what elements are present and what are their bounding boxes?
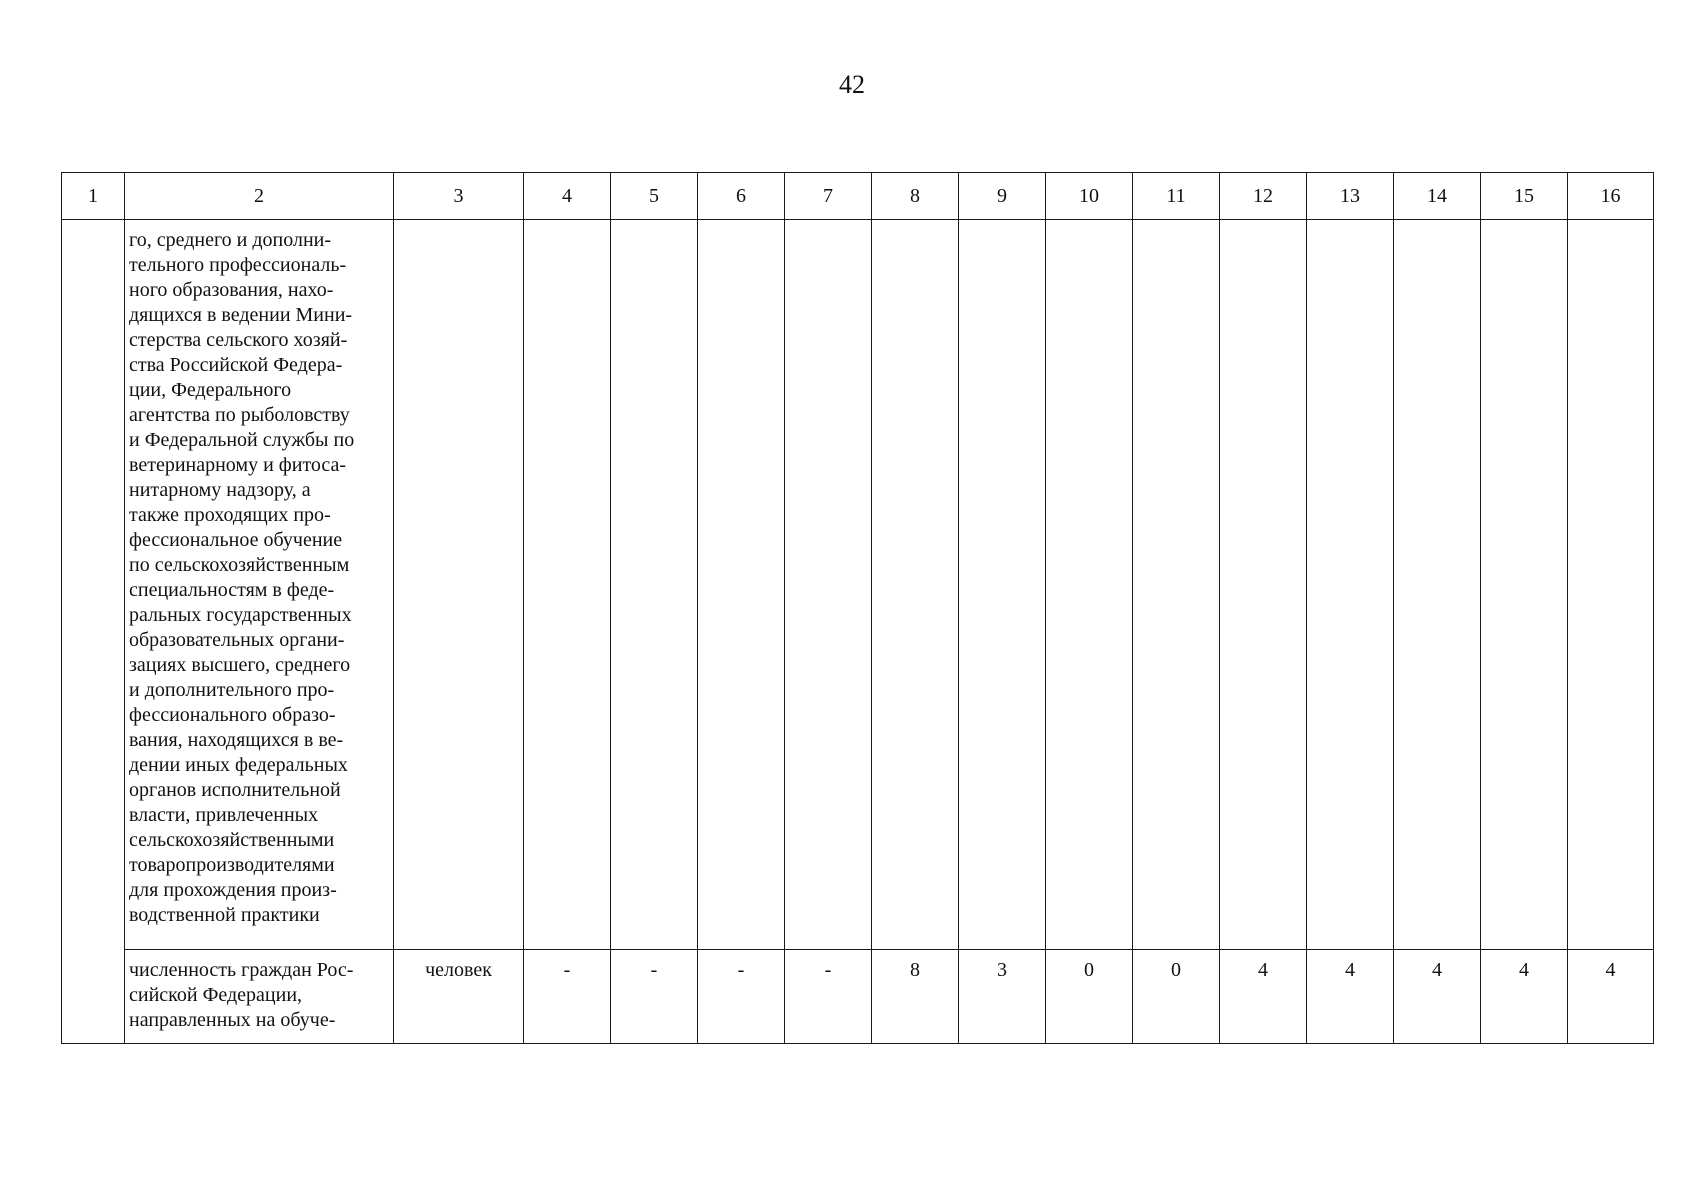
value-cell: [1481, 220, 1568, 950]
value-cell: [872, 220, 959, 950]
value-text: 4: [1605, 959, 1616, 981]
text-line: ральных государственных: [129, 604, 352, 626]
text-line: фессиональное обучение: [129, 529, 343, 551]
value-cell: [1133, 220, 1220, 950]
text-line: ного образования, нахо-: [129, 279, 334, 301]
value-cell: [785, 950, 872, 1044]
text-line: нитарному надзору, а: [129, 479, 311, 501]
table-row-continued-description: [62, 220, 1654, 950]
text-line: власти, привлеченных: [129, 804, 319, 826]
value-cell: [1568, 220, 1654, 950]
value-text: 3: [997, 959, 1007, 981]
value-text: -: [824, 959, 832, 981]
column-header: 3: [394, 173, 524, 220]
text-line: также проходящих про-: [129, 504, 331, 526]
table-row-citizens-count: [62, 950, 1654, 1044]
unit-text: человек: [425, 959, 492, 981]
value-text: 4: [1345, 959, 1355, 981]
value-cell: [872, 950, 959, 1044]
value-text: 0: [1084, 959, 1094, 981]
value-cell: [785, 220, 872, 950]
value-cell: [1481, 950, 1568, 1044]
text-line: для прохождения произ-: [129, 879, 337, 901]
value-cell: [1307, 950, 1394, 1044]
column-header: 4: [524, 173, 611, 220]
text-line: дении иных федеральных: [129, 754, 348, 776]
value-cell: [1568, 950, 1654, 1044]
column-header: 13: [1307, 173, 1394, 220]
value-cell: [1046, 950, 1133, 1044]
column-header: 2: [125, 173, 394, 220]
text-line: водственной практики: [129, 904, 320, 926]
row-number-cell: [62, 220, 125, 1044]
text-line: сийской Федерации,: [129, 984, 303, 1006]
text-line: по сельскохозяйственным: [129, 554, 350, 576]
text-line: зациях высшего, среднего: [129, 654, 351, 676]
value-cell: [1133, 950, 1220, 1044]
column-header: 15: [1481, 173, 1568, 220]
column-header: 9: [959, 173, 1046, 220]
description-text: [125, 220, 393, 932]
column-header: 7: [785, 173, 872, 220]
page-number: 42: [839, 70, 865, 99]
column-header: 6: [698, 173, 785, 220]
column-number-row: [62, 173, 1654, 220]
value-cell: [1394, 950, 1481, 1044]
value-text: -: [563, 959, 571, 981]
value-text: 4: [1258, 959, 1268, 981]
text-line: товаропроизводителями: [129, 854, 335, 876]
value-cell: [524, 950, 611, 1044]
value-cell: [1046, 220, 1133, 950]
column-header: 5: [611, 173, 698, 220]
value-cell: [611, 220, 698, 950]
column-header: 14: [1394, 173, 1481, 220]
value-cell: [698, 950, 785, 1044]
column-header: 10: [1046, 173, 1133, 220]
column-header: 1: [62, 173, 125, 220]
text-line: сельскохозяйственными: [129, 829, 335, 851]
text-line: и дополнительного про-: [129, 679, 335, 701]
value-text: 8: [910, 959, 920, 981]
text-line: органов исполнительной: [129, 779, 341, 801]
column-header: 12: [1220, 173, 1307, 220]
indicators-table: [61, 172, 1654, 1044]
text-line: направленных на обуче-: [129, 1009, 336, 1031]
text-line: тельного профессиональ-: [129, 254, 347, 276]
text-line: фессионального образо-: [129, 704, 336, 726]
value-cell: [959, 950, 1046, 1044]
value-text: -: [737, 959, 745, 981]
value-cell: [611, 950, 698, 1044]
indicator-text: [125, 950, 393, 1037]
value-text: 4: [1519, 959, 1529, 981]
text-line: и Федеральной службы по: [129, 429, 355, 451]
text-line: вания, находящихся в ве-: [129, 729, 344, 751]
text-line: го, среднего и дополни-: [129, 229, 332, 251]
text-line: ства Российской Федера-: [129, 354, 343, 376]
value-cell: [1394, 220, 1481, 950]
column-header: 11: [1133, 173, 1220, 220]
text-line: ветеринарному и фитоса-: [129, 454, 347, 476]
column-header: 8: [872, 173, 959, 220]
description-cell: [125, 220, 394, 950]
value-cell: [698, 220, 785, 950]
unit-cell: [394, 220, 524, 950]
text-line: образовательных органи-: [129, 629, 345, 651]
text-line: агентства по рыболовству: [129, 404, 350, 426]
value-cell: [1220, 950, 1307, 1044]
text-line: стерства сельского хозяй-: [129, 329, 348, 351]
value-text: -: [650, 959, 658, 981]
indicator-cell: [125, 950, 394, 1044]
unit-cell: [394, 950, 524, 1044]
value-cell: [524, 220, 611, 950]
value-cell: [1307, 220, 1394, 950]
value-cell: [959, 220, 1046, 950]
value-text: 4: [1432, 959, 1442, 981]
value-cell: [1220, 220, 1307, 950]
column-header: 16: [1568, 173, 1654, 220]
text-line: специальностям в феде-: [129, 579, 335, 601]
text-line: численность граждан Рос-: [129, 959, 354, 981]
text-line: ции, Федерального: [129, 379, 292, 401]
value-text: 0: [1171, 959, 1181, 981]
text-line: дящихся в ведении Мини-: [129, 304, 353, 326]
